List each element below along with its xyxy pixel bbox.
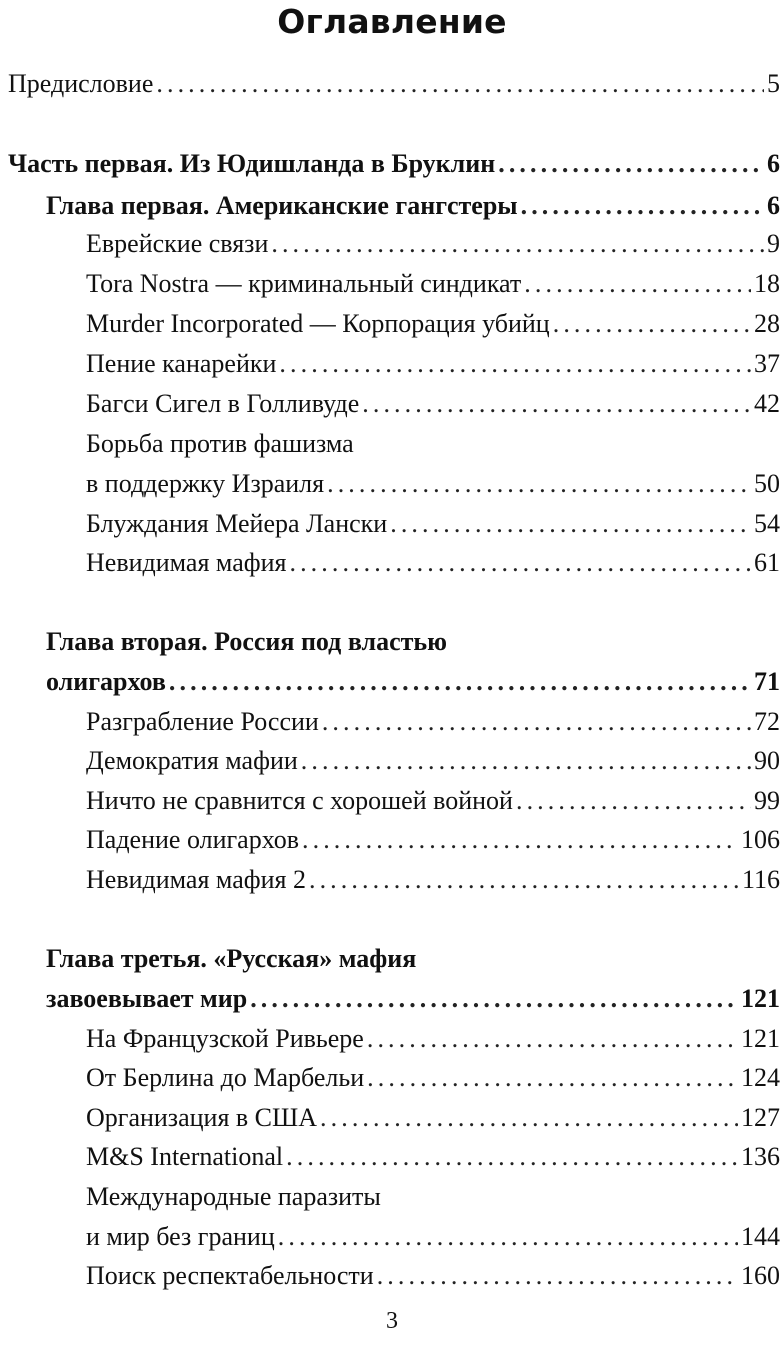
toc-entry-section[interactable]: [86, 1141, 780, 1173]
toc-entry-part-1[interactable]: [8, 148, 780, 180]
toc-entry-label: M&S International: [86, 1142, 284, 1171]
toc-entry-label: Tora Nostra — криминальный синдикат: [86, 269, 522, 298]
toc-entry-section[interactable]: [86, 706, 780, 738]
toc-entry-label: в поддержку Израиля: [86, 469, 325, 498]
dot-leader: [309, 864, 739, 896]
toc-page-number: 72: [754, 707, 780, 736]
toc-entry-label-line1: Борьба против фашизма: [86, 429, 354, 458]
toc-page-number: 18: [754, 269, 780, 298]
toc-entry-section[interactable]: [86, 508, 780, 540]
toc-entry-label: Демократия мафии: [86, 746, 298, 775]
toc-entry-preface[interactable]: [8, 68, 780, 100]
toc-entry-label: Невидимая мафия: [86, 548, 287, 577]
toc-entry-label: Падение олигархов: [86, 825, 299, 854]
toc-page-number: 144: [741, 1222, 780, 1251]
toc-entry-label: Предисловие: [8, 69, 154, 98]
toc-entry-section[interactable]: [86, 468, 780, 500]
toc-entry-label: Пение канарейки: [86, 349, 277, 378]
dot-leader: [553, 308, 751, 340]
toc-entry-section[interactable]: [86, 864, 780, 896]
toc-entry-label: На Французской Ривьере: [86, 1024, 364, 1053]
toc-page-number: 116: [741, 865, 780, 894]
toc-entry-label-line1: Международные паразиты: [86, 1182, 381, 1211]
toc-page-number: 121: [741, 984, 780, 1013]
toc-entry-section[interactable]: [86, 1221, 780, 1253]
toc-entry-section[interactable]: [86, 268, 780, 300]
toc-entry-section[interactable]: [86, 1102, 780, 1134]
toc-page-number: 9: [767, 229, 780, 258]
dot-leader: [286, 1141, 738, 1173]
toc-entry-section[interactable]: [86, 1062, 780, 1094]
page-title: Оглавление: [277, 2, 507, 41]
dot-leader: [367, 1062, 738, 1094]
dot-leader: [367, 1023, 738, 1055]
toc-entry-label: Невидимая мафия 2: [86, 865, 306, 894]
toc-page-number: 160: [741, 1261, 780, 1290]
dot-leader: [516, 785, 751, 817]
toc-page-number: 6: [767, 191, 780, 220]
toc-entry-section[interactable]: [86, 745, 780, 777]
dot-leader: [498, 148, 764, 180]
dot-leader: [169, 666, 751, 698]
toc-entry-label: Багси Сигел в Голливуде: [86, 389, 360, 418]
toc-entry-section[interactable]: [86, 547, 780, 579]
toc-entry-label: От Берлина до Марбельи: [86, 1063, 365, 1092]
toc-entry-section[interactable]: [86, 228, 780, 260]
toc-entry-section[interactable]: [86, 785, 780, 817]
toc-page-number: 127: [741, 1103, 780, 1132]
dot-leader: [302, 824, 738, 856]
toc-page-number: 61: [754, 548, 780, 577]
toc-page-number: 5: [767, 69, 780, 98]
toc-entry-section[interactable]: [86, 1260, 780, 1292]
toc-entry-label: Блуждания Мейера Лански: [86, 509, 388, 538]
dot-leader: [250, 983, 738, 1015]
toc-chapter-3-line1: Глава третья. «Русская» мафия: [46, 944, 417, 973]
toc-entry-label: Разграбление России: [86, 707, 319, 736]
toc-entry-chapter-1[interactable]: [46, 190, 780, 222]
toc-page-number: 124: [741, 1063, 780, 1092]
dot-leader: [301, 745, 751, 777]
toc-page-number: 99: [754, 786, 780, 815]
toc-page-number: 90: [754, 746, 780, 775]
toc-entry-label: и мир без границ: [86, 1222, 275, 1251]
toc-page-number: 106: [741, 825, 780, 854]
toc-entry-section[interactable]: [86, 824, 780, 856]
toc-page-number: 42: [754, 389, 780, 418]
dot-leader: [289, 547, 751, 579]
dot-leader: [271, 228, 764, 260]
dot-leader: [279, 348, 751, 380]
toc-page-number: 136: [741, 1142, 780, 1171]
toc-page-number: 50: [754, 469, 780, 498]
toc-entry-label: Ничто не сравнится с хорошей войной: [86, 786, 513, 815]
toc-entry-label: Организация в США: [86, 1103, 318, 1132]
dot-leader: [390, 508, 751, 540]
toc-entry-section[interactable]: [86, 348, 780, 380]
toc-entry-label: Еврейские связи: [86, 229, 269, 258]
dot-leader: [156, 68, 764, 100]
dot-leader: [322, 706, 751, 738]
toc-entry-label: Часть первая. Из Юдишланда в Бруклин: [8, 149, 496, 178]
toc-entry-section[interactable]: [86, 1023, 780, 1055]
toc-entry-label: олигархов: [46, 667, 166, 696]
dot-leader: [524, 268, 751, 300]
toc-page-number: 28: [754, 309, 780, 338]
dot-leader: [320, 1102, 738, 1134]
dot-leader: [377, 1260, 738, 1292]
toc-entry-label: завоевывает мир: [46, 984, 248, 1013]
toc-chapter-2-line1: Глава вторая. Россия под властью: [46, 627, 448, 656]
dot-leader: [362, 388, 751, 420]
toc-entry-section[interactable]: [86, 308, 780, 340]
toc-entry-section[interactable]: [86, 388, 780, 420]
toc-page-number: 6: [767, 149, 780, 178]
toc-page-number: 54: [754, 509, 780, 538]
dot-leader: [327, 468, 751, 500]
toc-page-number: 121: [741, 1024, 780, 1053]
toc-page-number: 37: [754, 349, 780, 378]
toc-entry-label: Murder Incorporated — Корпорация убийц: [86, 309, 550, 338]
page-number: 3: [386, 1308, 398, 1334]
dot-leader: [521, 190, 764, 222]
toc-page-number: 71: [754, 667, 780, 696]
toc-entry-label: Поиск респектабельности: [86, 1261, 374, 1290]
toc-entry-chapter-2[interactable]: [46, 666, 780, 698]
dot-leader: [278, 1221, 738, 1253]
toc-entry-label: Глава первая. Американские гангстеры: [46, 191, 518, 220]
toc-entry-chapter-3[interactable]: [46, 983, 780, 1015]
